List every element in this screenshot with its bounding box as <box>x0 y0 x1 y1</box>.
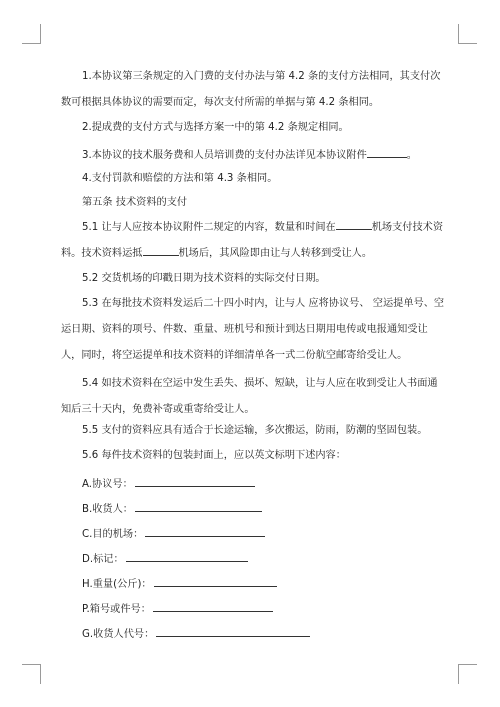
crop-mark-bottom-left-h <box>22 664 41 665</box>
paragraph-5-5: 5.5 支付的资料应具有适合于长途运输，多次搬运，防雨，防潮的坚固包装。 <box>82 425 428 436</box>
paragraph-4: 4.支付罚款和赔偿的方法和第 4.3 条相同。 <box>82 173 278 184</box>
field-blank <box>156 625 310 637</box>
blank-line <box>367 146 407 158</box>
paragraph-1: 1.本协议第三条规定的入门费的支付办法与第 4.2 条的支付方法相同，其支付次数可根据具体协议的需要而定，每次支付所需的单据与第 4.2 条相同。 <box>61 71 441 108</box>
field-blank <box>145 525 265 537</box>
field-label: A.协议号： <box>82 479 133 490</box>
paragraph-5-1-a: 5.1 让与人应按本协议附件二规定的内容，数量和时间在 <box>82 222 336 233</box>
field-box-number <box>82 600 273 617</box>
crop-mark-top-left-h <box>22 43 41 44</box>
field-blank <box>135 475 255 487</box>
paragraph-5-2: 5.2 交货机场的印戳日期为技术资料的实际交付日期。 <box>82 273 326 284</box>
crop-mark-top-right-h <box>458 43 477 44</box>
blank-line <box>143 244 179 256</box>
paragraph-3-text: 3.本协议的技术服务费和人员培训费的支付办法详见本协议附件 <box>82 150 367 161</box>
field-blank <box>135 500 262 512</box>
paragraph-5-1-c: 机场后，其风险即由让与人转移到受让人。 <box>178 248 373 259</box>
paragraph-5-3: 5.3 在每批技术资料发运后二十四小时内，让与人 应将协议号、 空运提单号、空运日期、资料的项号、件数、重量、班机号和预计到达日期用电传或电报通知受让人，同时，将空运提单和技术资料的详细清单各一式二份航空邮寄给受让人。 <box>61 298 445 361</box>
field-blank <box>153 600 273 612</box>
field-marks <box>82 550 248 567</box>
paragraph-2: 2.提成费的支付方式与选择方案一中的第 4.2 条规定相同。 <box>82 122 349 133</box>
field-label: G.收货人代号： <box>82 629 155 640</box>
field-blank <box>154 575 277 587</box>
field-destination-airport <box>82 525 265 542</box>
paragraph-5-4: 5.4 如技术资料在空运中发生丢失、损坏、短缺，让与人应在收到受让人书面通知后三十天内，免费补寄或重寄给受让人。 <box>61 378 438 415</box>
crop-mark-bottom-right-h <box>458 664 477 665</box>
field-label: C.目的机场： <box>82 529 144 540</box>
field-label: D.标记： <box>82 554 124 565</box>
crop-mark-top-left-v <box>40 24 41 44</box>
field-blank <box>126 550 248 562</box>
section-heading: 第五条 技术资料的支付 <box>82 197 188 208</box>
field-label: P.箱号或件号： <box>82 604 151 615</box>
field-label: B.收货人： <box>82 504 133 515</box>
field-label: H.重量(公斤)： <box>82 579 152 590</box>
blank-line <box>336 218 372 230</box>
paragraph-3-end: 。 <box>406 150 417 161</box>
crop-mark-top-right-v <box>458 24 459 44</box>
field-consignee <box>82 500 262 517</box>
crop-mark-bottom-left-v <box>40 664 41 684</box>
paragraph-5-1 <box>61 215 445 267</box>
paragraph-3 <box>82 146 417 163</box>
crop-mark-bottom-right-v <box>458 664 459 684</box>
paragraph-5-6: 5.6 每件技术资料的包装封面上，应以英文标明下述内容： <box>82 450 346 461</box>
paragraph-5-1-b: 机场支付技术资料。技术资料运抵 <box>61 222 444 259</box>
field-weight <box>82 575 277 592</box>
field-consignee-code <box>82 625 310 642</box>
field-contract-number <box>82 475 255 492</box>
